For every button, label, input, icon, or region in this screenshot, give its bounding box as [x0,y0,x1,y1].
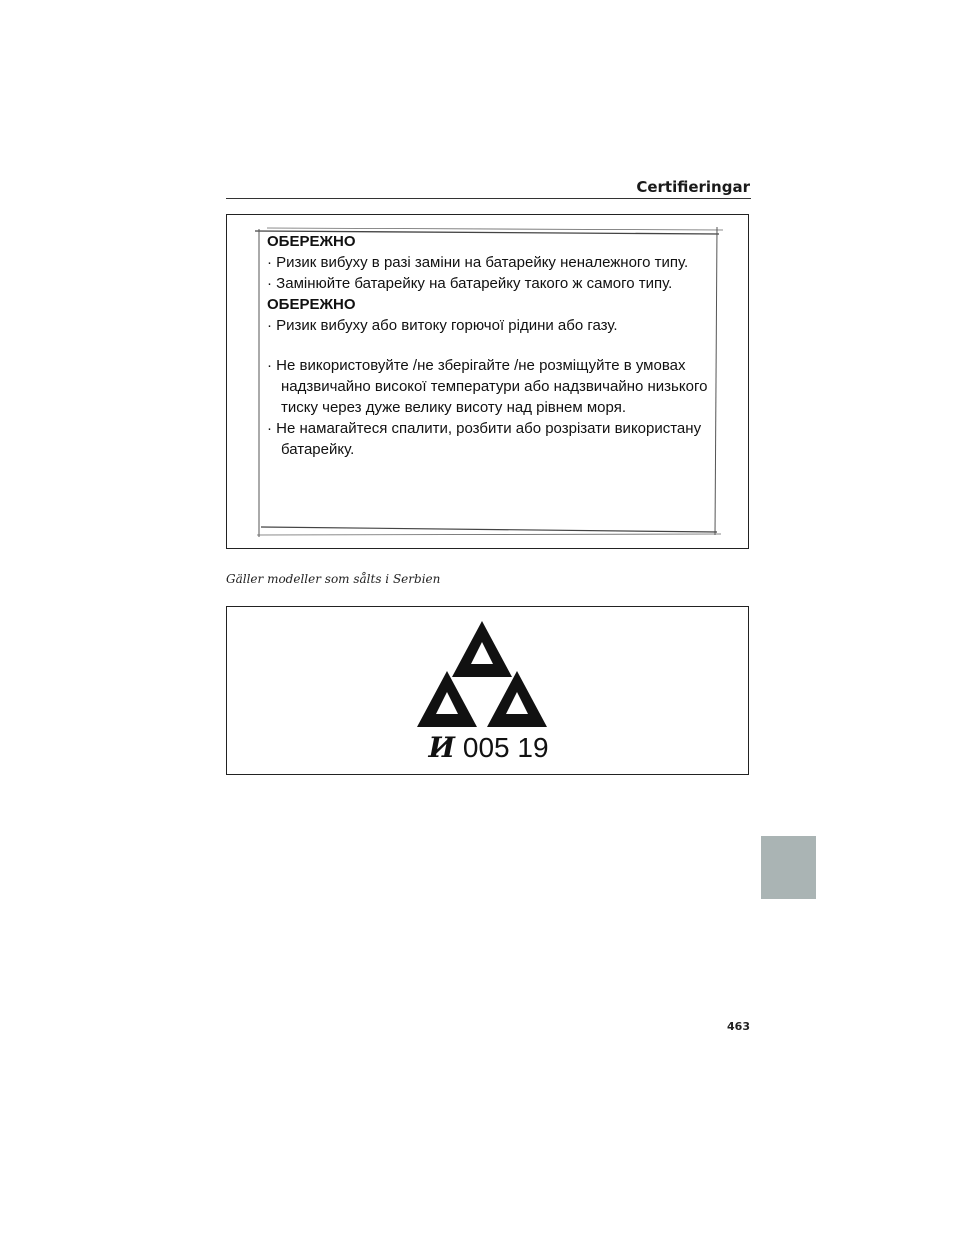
warning-text-block [267,231,727,460]
mark-letter: И [428,731,455,764]
warning-line: · Ризик вибуху в разі заміни на батарейку неналежного типу. [267,254,689,271]
warning-line: · Ризик вибуху або витоку горючої рідини або газу. [267,317,618,334]
certification-code [227,731,750,764]
page-number: 463 [727,1020,750,1033]
section-title: Certifieringar [636,178,750,196]
warning-line: батарейку. [281,441,355,458]
spacer [267,336,727,355]
warning-line: надзвичайно високої температури або надзвичайно низького [281,378,708,395]
warning-line: · Не намагайтеся спалити, розбити або розрізати використану [267,420,702,437]
serbia-certification-mark [226,606,749,775]
mark-number: 005 19 [462,732,549,763]
header-divider [226,198,751,199]
warning-line: · Замінюйте батарейку на батарейку такого ж самого типу. [267,275,673,292]
chapter-tab [761,836,816,899]
warning-heading: ОБЕРЕЖНО [267,233,356,250]
warning-line: тиску через дуже велику висоту над рівнем моря. [281,399,626,416]
triangle-mark-icon [407,619,557,731]
warning-heading: ОБЕРЕЖНО [267,296,356,313]
figure-caption: Gäller modeller som sålts i Serbien [226,572,441,586]
battery-warning-label [226,214,749,549]
warning-line: · Не використовуйте /не зберігайте /не розміщуйте в умовах [267,357,686,374]
